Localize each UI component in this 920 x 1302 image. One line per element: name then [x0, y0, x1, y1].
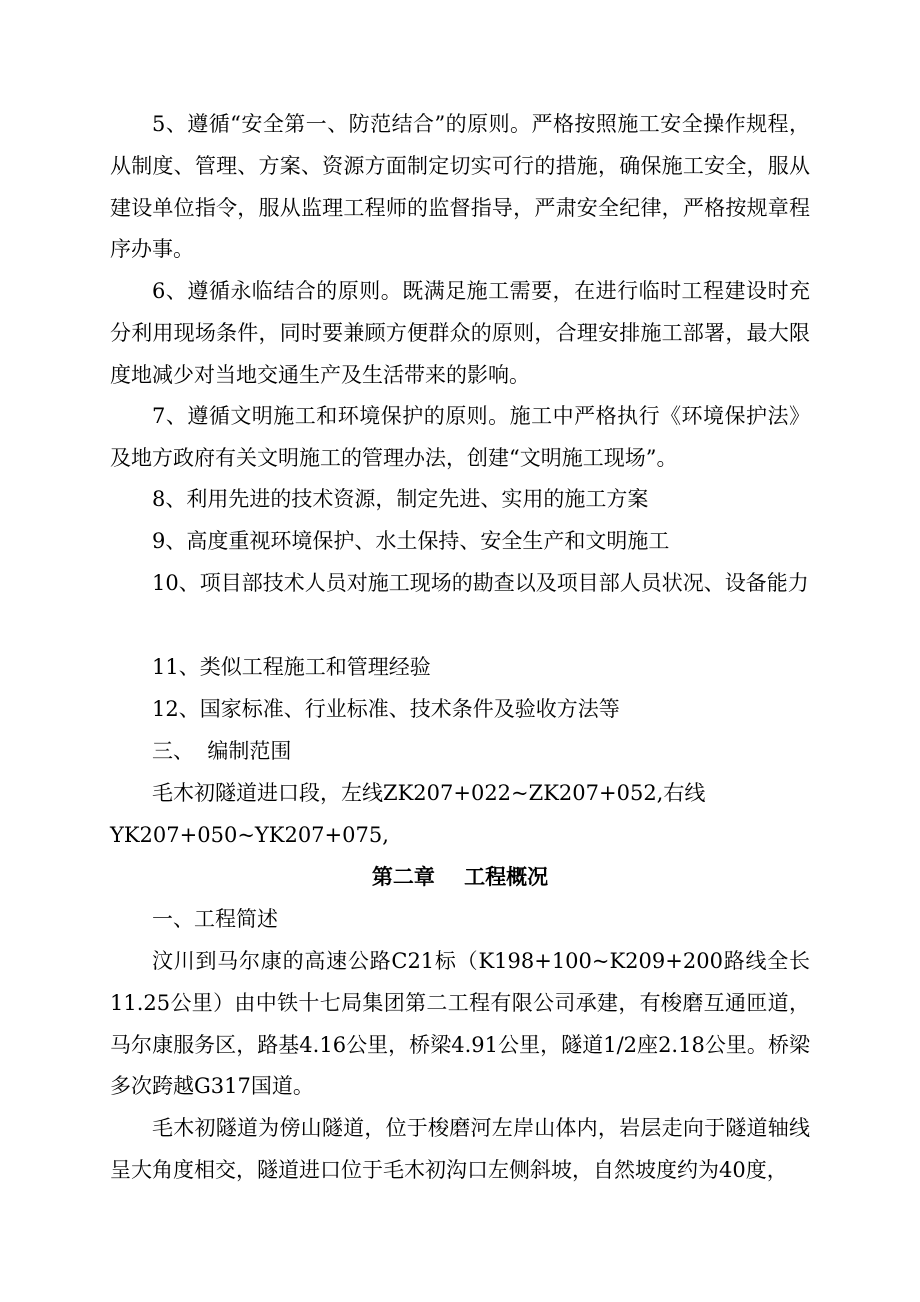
section-heading-project-brief: 一、工程简述	[152, 907, 278, 931]
paragraph-item-12: 12、国家标准、行业标准、技术条件及验收方法等	[152, 697, 620, 721]
section-heading-scope: 三、 编制范围	[152, 739, 292, 763]
paragraph-scope-right-line: YK207+050~YK207+075,	[110, 823, 389, 847]
paragraph-item-9: 9、高度重视环境保护、水土保持、安全生产和文明施工	[152, 529, 670, 553]
paragraph-permanent-temporary-principle: 6、遵循永临结合的原则。既满足施工需要，在进行临时工程建设时充分利用现场条件，同时要兼顾方便群众的原则，合理安排施工部署，最大限度地减少对当地交通生产及生活带来的影响。	[110, 279, 810, 387]
paragraph-item-10: 10、项目部技术人员对施工现场的勘查以及项目部人员状况、设备能力	[152, 571, 809, 595]
paragraph-safety-principle: 5、遵循“安全第一、防范结合”的原则。严格按照施工安全操作规程，从制度、管理、方案、资源方面制定切实可行的措施，确保施工安全，服从建设单位指令，服从监理工程师的监督指导，严肃安全纪律，严格按规章程序办事。	[110, 112, 810, 262]
paragraph-civilized-construction-principle: 7、遵循文明施工和环境保护的原则。施工中严格执行《环境保护法》及地方政府有关文明施工的管理办法，创建“文明施工现场”。	[110, 404, 810, 470]
chapter-heading: 第二章 工程概况	[371, 865, 549, 889]
paragraph-item-8: 8、利用先进的技术资源，制定先进、实用的施工方案	[152, 487, 649, 511]
paragraph-scope-left-line: 毛木初隧道进口段，左线ZK207+022~ZK207+052,右线	[152, 781, 706, 805]
paragraph-project-overview: 汶川到马尔康的高速公路C21标（K198+100~K209+200路线全长11.25公里）由中铁十七局集团第二工程有限公司承建，有梭磨互通匝道，马尔康服务区，路基4.16公里，桥梁4.91公里，隧道1/2座2.18公里。桥梁多次跨越G317国道。	[110, 949, 810, 1099]
paragraph-item-11: 11、类似工程施工和管理经验	[152, 655, 431, 679]
paragraph-tunnel-description: 毛木初隧道为傍山隧道，位于梭磨河左岸山体内，岩层走向于隧道轴线呈大角度相交，隧道进口位于毛木初沟口左侧斜坡，自然坡度约为40度，	[110, 1116, 810, 1182]
